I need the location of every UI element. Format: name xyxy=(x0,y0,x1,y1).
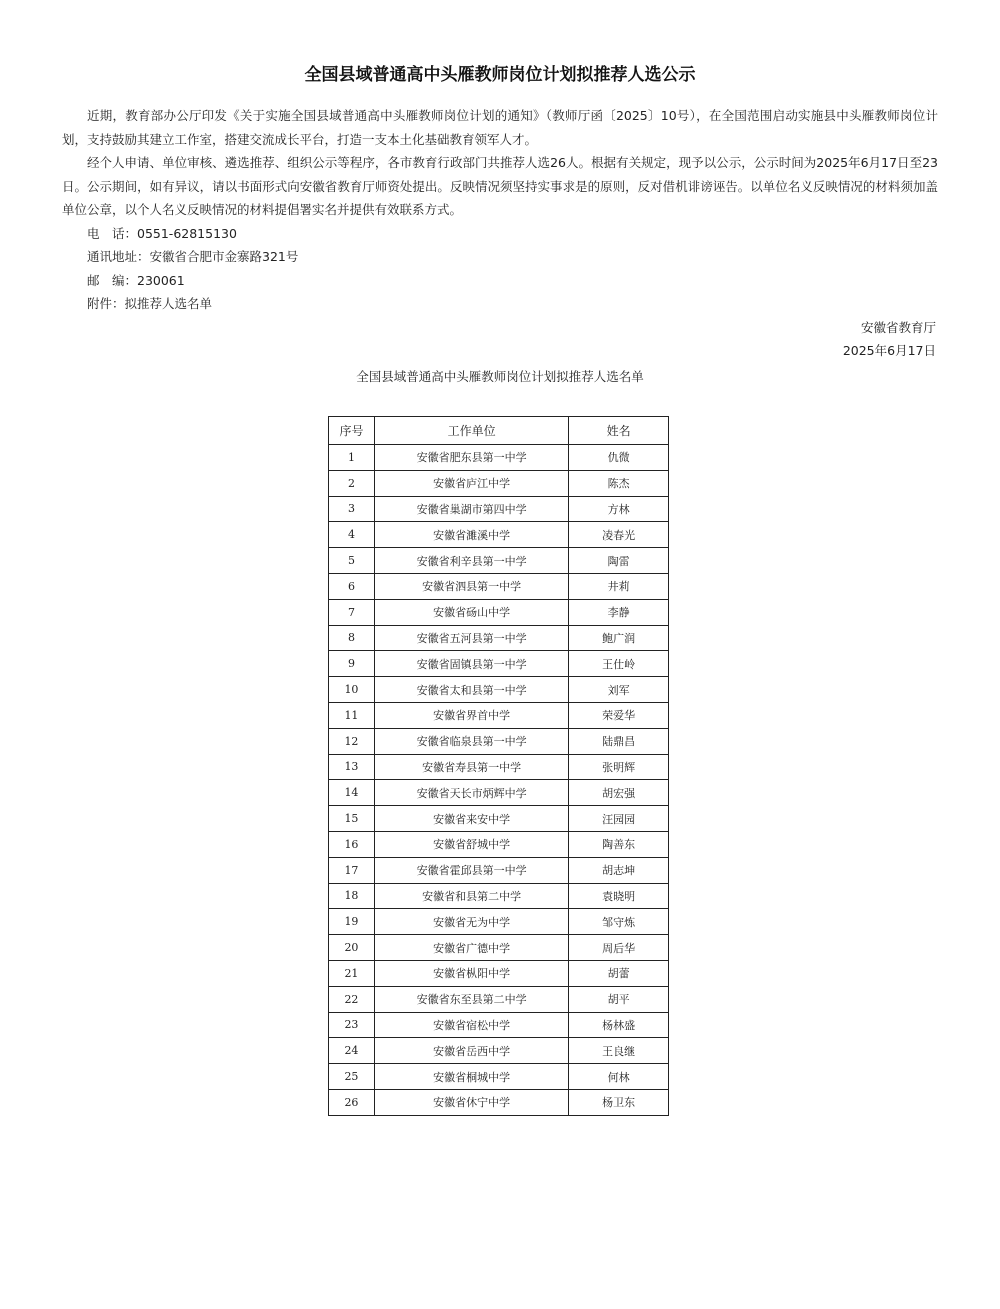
cell-unit: 安徽省天长市炳辉中学 xyxy=(374,780,568,806)
cell-index: 3 xyxy=(329,496,375,522)
header-name: 姓名 xyxy=(569,417,669,445)
cell-unit: 安徽省休宁中学 xyxy=(374,1089,568,1115)
cell-name: 鲍广润 xyxy=(569,625,669,651)
cell-unit: 安徽省庐江中学 xyxy=(374,470,568,496)
cell-index: 17 xyxy=(329,857,375,883)
cell-name: 陈杰 xyxy=(569,470,669,496)
contact-phone: 电 话：0551-62815130 xyxy=(87,225,237,241)
table-row xyxy=(329,651,669,677)
intro-paragraph: 近期，教育部办公厅印发《关于实施全国县域普通高中头雁教师岗位计划的通知》（教师厅函〔2025〕10号），在全国范围启动实施县中头雁教师岗位计划，支持鼓励其建立工作室，搭建交流成长平台，打造一支本土化基础教育领军人才。 xyxy=(62,108,938,147)
cell-index: 19 xyxy=(329,909,375,935)
cell-index: 10 xyxy=(329,677,375,703)
cell-index: 7 xyxy=(329,599,375,625)
table-row xyxy=(329,780,669,806)
page-title: 全国县域普通高中头雁教师岗位计划拟推荐人选公示 xyxy=(304,65,696,85)
cell-unit: 安徽省和县第二中学 xyxy=(374,883,568,909)
cell-name: 袁晓明 xyxy=(569,883,669,909)
cell-unit: 安徽省广德中学 xyxy=(374,935,568,961)
cell-name: 杨林盛 xyxy=(569,1012,669,1038)
cell-name: 胡蕾 xyxy=(569,960,669,986)
cell-name: 杨卫东 xyxy=(569,1089,669,1115)
cell-name: 方林 xyxy=(569,496,669,522)
cell-index: 23 xyxy=(329,1012,375,1038)
cell-unit: 安徽省临泉县第一中学 xyxy=(374,728,568,754)
cell-index: 22 xyxy=(329,986,375,1012)
cell-index: 1 xyxy=(329,445,375,471)
cell-name: 胡宏强 xyxy=(569,780,669,806)
table-row xyxy=(329,986,669,1012)
contact-address: 通讯地址：安徽省合肥市金寨路321号 xyxy=(87,249,299,264)
table-row xyxy=(329,1089,669,1115)
cell-unit: 安徽省枞阳中学 xyxy=(374,960,568,986)
header-index: 序号 xyxy=(329,417,375,445)
table-row xyxy=(329,548,669,574)
cell-name: 张明辉 xyxy=(569,754,669,780)
cell-index: 16 xyxy=(329,831,375,857)
cell-index: 11 xyxy=(329,702,375,728)
signature-date: 2025年6月17日 xyxy=(842,343,936,358)
cell-index: 9 xyxy=(329,651,375,677)
cell-unit: 安徽省利辛县第一中学 xyxy=(374,548,568,574)
cell-unit: 安徽省界首中学 xyxy=(374,702,568,728)
cell-unit: 安徽省宿松中学 xyxy=(374,1012,568,1038)
signature-org: 安徽省教育厅 xyxy=(860,319,936,335)
cell-index: 4 xyxy=(329,522,375,548)
cell-name: 井莉 xyxy=(569,573,669,599)
cell-unit: 安徽省砀山中学 xyxy=(374,599,568,625)
cell-name: 胡志坤 xyxy=(569,857,669,883)
cell-unit: 安徽省桐城中学 xyxy=(374,1064,568,1090)
cell-unit: 安徽省寿县第一中学 xyxy=(374,754,568,780)
table-row xyxy=(329,831,669,857)
table-row xyxy=(329,470,669,496)
table-row xyxy=(329,496,669,522)
cell-name: 汪园园 xyxy=(569,806,669,832)
table-row xyxy=(329,960,669,986)
cell-name: 刘军 xyxy=(569,677,669,703)
cell-index: 13 xyxy=(329,754,375,780)
cell-name: 王良继 xyxy=(569,1038,669,1064)
table-row xyxy=(329,677,669,703)
cell-index: 15 xyxy=(329,806,375,832)
cell-index: 26 xyxy=(329,1089,375,1115)
table-row xyxy=(329,754,669,780)
contact-postcode: 邮 编：230061 xyxy=(87,272,185,288)
cell-unit: 安徽省无为中学 xyxy=(374,909,568,935)
cell-name: 李静 xyxy=(569,599,669,625)
cell-index: 18 xyxy=(329,883,375,909)
cell-unit: 安徽省泗县第一中学 xyxy=(374,573,568,599)
table-row xyxy=(329,935,669,961)
table-row xyxy=(329,702,669,728)
cell-index: 14 xyxy=(329,780,375,806)
cell-index: 2 xyxy=(329,470,375,496)
cell-unit: 安徽省舒城中学 xyxy=(374,831,568,857)
cell-name: 周后华 xyxy=(569,935,669,961)
cell-unit: 安徽省肥东县第一中学 xyxy=(374,445,568,471)
cell-name: 胡平 xyxy=(569,986,669,1012)
table-row xyxy=(329,1064,669,1090)
cell-name: 邹守炼 xyxy=(569,909,669,935)
cell-unit: 安徽省固镇县第一中学 xyxy=(374,651,568,677)
cell-name: 仇微 xyxy=(569,445,669,471)
table-row xyxy=(329,573,669,599)
notice-body xyxy=(62,104,938,363)
process-paragraph: 经个人申请、单位审核、遴选推荐、组织公示等程序，各市教育行政部门共推荐人选26人。根据有关规定，现予以公示，公示时间为2025年6月17日至23日。公示期间，如有异议，请以书面形式向安徽省教育厅师资处提出。反映情况须坚持实事求是的原则，反对借机诽谤诬告。以单位名义反映情况的材料须加盖单位公章，以个人名义反映情况的材料提倡署实名并提供有效联系方式。 xyxy=(62,155,938,217)
table-row xyxy=(329,625,669,651)
cell-unit: 安徽省来安中学 xyxy=(374,806,568,832)
cell-name: 陶雷 xyxy=(569,548,669,574)
cell-unit: 安徽省东至县第二中学 xyxy=(374,986,568,1012)
cell-unit: 安徽省五河县第一中学 xyxy=(374,625,568,651)
cell-index: 21 xyxy=(329,960,375,986)
cell-name: 陶善东 xyxy=(569,831,669,857)
table-row xyxy=(329,599,669,625)
candidate-table xyxy=(328,416,669,1116)
table-header-row xyxy=(329,417,669,445)
cell-name: 荣爱华 xyxy=(569,702,669,728)
cell-name: 王仕岭 xyxy=(569,651,669,677)
header-unit: 工作单位 xyxy=(374,417,568,445)
cell-name: 何林 xyxy=(569,1064,669,1090)
cell-index: 5 xyxy=(329,548,375,574)
cell-index: 25 xyxy=(329,1064,375,1090)
cell-index: 24 xyxy=(329,1038,375,1064)
cell-index: 12 xyxy=(329,728,375,754)
cell-index: 20 xyxy=(329,935,375,961)
table-row xyxy=(329,522,669,548)
cell-unit: 安徽省濉溪中学 xyxy=(374,522,568,548)
cell-index: 6 xyxy=(329,573,375,599)
table-row xyxy=(329,883,669,909)
table-row xyxy=(329,857,669,883)
cell-name: 凌春光 xyxy=(569,522,669,548)
table-row xyxy=(329,909,669,935)
table-row xyxy=(329,1012,669,1038)
list-title: 全国县域普通高中头雁教师岗位计划拟推荐人选名单 xyxy=(356,369,644,384)
cell-index: 8 xyxy=(329,625,375,651)
table-row xyxy=(329,1038,669,1064)
cell-unit: 安徽省岳西中学 xyxy=(374,1038,568,1064)
cell-unit: 安徽省太和县第一中学 xyxy=(374,677,568,703)
cell-unit: 安徽省巢湖市第四中学 xyxy=(374,496,568,522)
attachment-note: 附件：拟推荐人选名单 xyxy=(87,296,213,311)
cell-name: 陆鼎昌 xyxy=(569,728,669,754)
table-row xyxy=(329,445,669,471)
table-row xyxy=(329,728,669,754)
table-row xyxy=(329,806,669,832)
cell-unit: 安徽省霍邱县第一中学 xyxy=(374,857,568,883)
